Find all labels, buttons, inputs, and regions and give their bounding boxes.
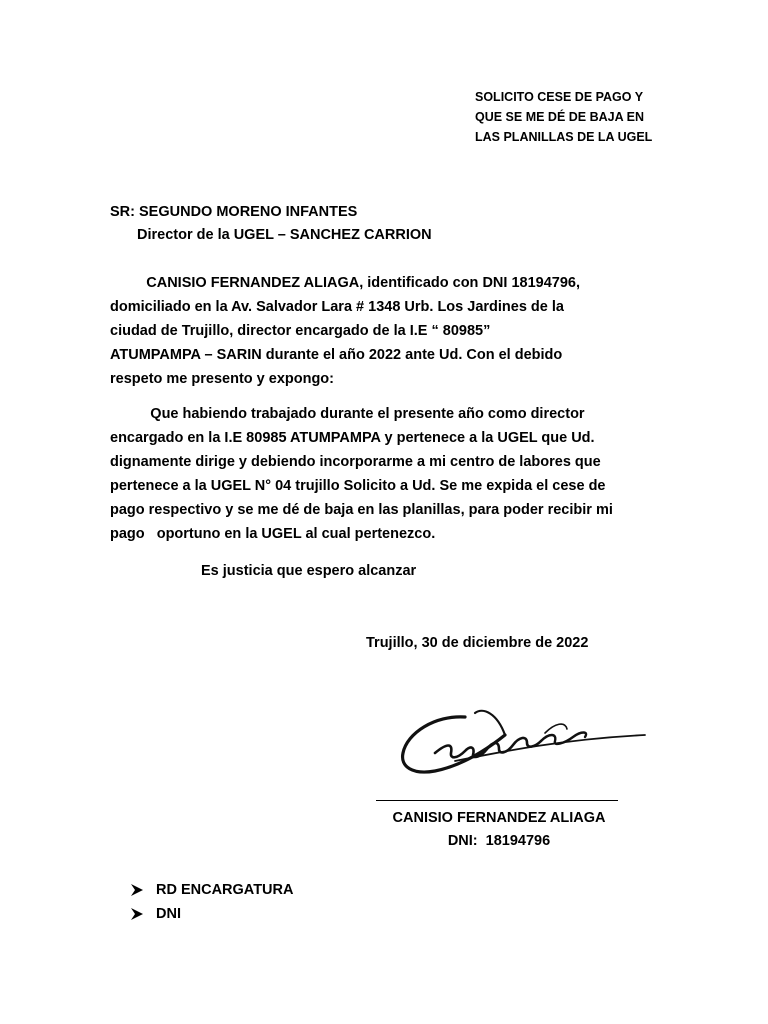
paragraph-line: ATUMPAMPA – SARIN durante el año 2022 ante Ud. Con el debido: [110, 347, 563, 363]
arrow-bullet-icon: [130, 907, 144, 921]
subject-line: SOLICITO CESE DE PAGO Y: [475, 90, 644, 104]
addressee-name: SR: SEGUNDO MORENO INFANTES: [110, 204, 358, 220]
list-item: [130, 878, 293, 902]
signature-line: [376, 800, 618, 801]
attachment-label: RD ENCARGATURA: [156, 882, 294, 898]
signer-dni: DNI: 18194796: [447, 833, 551, 849]
intro-paragraph: [110, 271, 658, 391]
date-line: Trujillo, 30 de diciembre de 2022: [366, 635, 589, 651]
paragraph-line: domiciliado en la Av. Salvador Lara # 1348 Urb. Los Jardines de la: [110, 299, 564, 315]
closing-phrase: Es justicia que espero alcanzar: [201, 563, 417, 579]
request-paragraph: [110, 402, 658, 546]
paragraph-line: respeto me presento y expongo:: [110, 371, 334, 387]
paragraph-line: Que habiendo trabajado durante el presente año como director: [110, 406, 585, 422]
attachment-label: DNI: [156, 906, 181, 922]
paragraph-line: dignamente dirige y debiendo incorporarme a mi centro de labores que: [110, 454, 601, 470]
attachments-list: [130, 878, 293, 926]
signer-name: CANISIO FERNANDEZ ALIAGA: [392, 810, 606, 826]
handwritten-signature: [395, 695, 650, 785]
signer-block: [370, 807, 628, 853]
paragraph-line: pago oportuno en la UGEL al cual pertenezco.: [110, 526, 436, 542]
paragraph-line: pago respectivo y se me dé de baja en las planillas, para poder recibir mi: [110, 502, 613, 518]
list-item: [130, 902, 293, 926]
subject-line: QUE SE ME DÉ DE BAJA EN: [475, 110, 645, 124]
paragraph-line: pertenece a la UGEL N° 04 trujillo Solicito a Ud. Se me expida el cese de: [110, 478, 606, 494]
addressee-block: [110, 201, 432, 247]
subject-heading: [475, 87, 658, 147]
arrow-bullet-icon: [130, 883, 144, 897]
paragraph-line: CANISIO FERNANDEZ ALIAGA, identificado con DNI 18194796,: [110, 275, 580, 291]
paragraph-line: ciudad de Trujillo, director encargado de la I.E “ 80985”: [110, 323, 491, 339]
addressee-role: Director de la UGEL – SANCHEZ CARRION: [137, 227, 432, 243]
subject-line: LAS PLANILLAS DE LA UGEL: [475, 130, 653, 144]
paragraph-line: encargado en la I.E 80985 ATUMPAMPA y pertenece a la UGEL que Ud.: [110, 430, 595, 446]
